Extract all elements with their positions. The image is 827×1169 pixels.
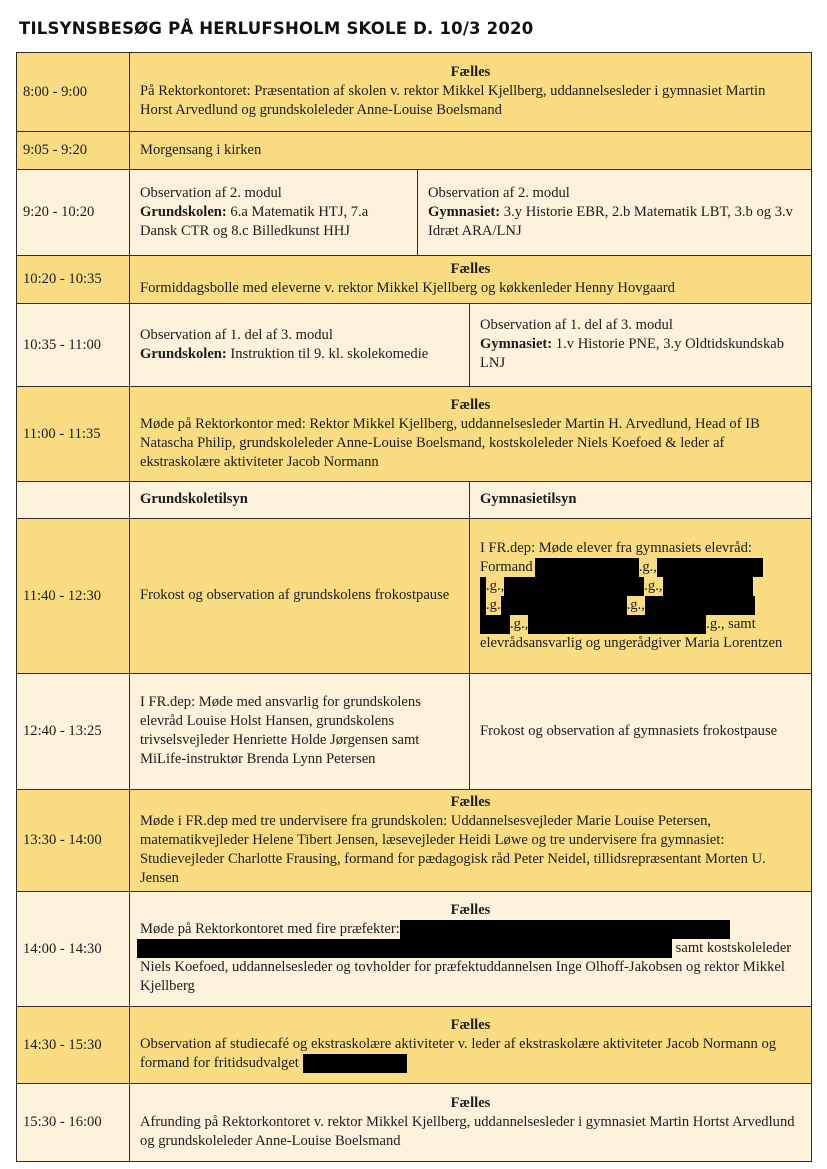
time-cell: 9:20 - 10:20 [17, 170, 130, 256]
time-cell: 10:35 - 11:00 [17, 304, 130, 387]
time-cell: 8:00 - 9:00 [17, 53, 130, 132]
activity-text: Morgensang i kirken [130, 132, 812, 170]
activity-text: samt kostskoleleder Niels Koefoed, uddannelsesleder og tovholder for præfektuddannelsen Inge Olhoff-Jakobsen og rektor Mikkel Kjellberg [140, 940, 792, 994]
redaction-block [504, 577, 644, 596]
time-cell: 10:20 - 10:35 [17, 256, 130, 304]
section-header: Fælles [450, 902, 491, 918]
row-1140 [17, 519, 812, 674]
row-1020 [17, 256, 812, 304]
section-header: Fælles [450, 261, 491, 277]
row-1530 [17, 1084, 812, 1162]
time-cell: 11:00 - 11:35 [17, 387, 130, 482]
school-label: Grundskolen: [140, 203, 227, 220]
redacted-line-2 [480, 577, 811, 596]
row-tilsyn-headers [17, 482, 812, 519]
cell-line: Observation af 1. del af 3. modul [140, 326, 333, 343]
gymnasie-cell [470, 519, 812, 674]
school-label: Gymnasiet: [428, 203, 501, 220]
samt-text: .g., samt [706, 615, 756, 632]
gymnasie-cell [418, 170, 812, 256]
formand-label: Formand [480, 558, 533, 575]
grundskole-cell [130, 304, 470, 387]
school-label: Grundskolen: [140, 345, 227, 362]
activity-cell [130, 1084, 812, 1162]
redaction-block [303, 1054, 407, 1073]
section-header: Fælles [450, 1094, 491, 1111]
grade-suffix: .g. [486, 596, 501, 613]
activity-cell [130, 790, 812, 892]
grade-suffix: .g., [638, 558, 657, 575]
document-title: TILSYNSBESØG PÅ HERLUFSHOLM SKOLE D. 10/3 2020 [19, 19, 534, 38]
time-cell: 14:00 - 14:30 [17, 892, 130, 1007]
row-1100 [17, 387, 812, 482]
redaction-block [535, 558, 639, 577]
activity-text: Formiddagsbolle med eleverne v. rektor Mikkel Kjellberg og køkkenleder Henny Hovgaard [140, 280, 675, 296]
grade-suffix: .g., [486, 577, 505, 594]
time-cell: 14:30 - 15:30 [17, 1007, 130, 1084]
time-cell: 15:30 - 16:00 [17, 1084, 130, 1162]
schedule-table [16, 52, 812, 1162]
grundskoletilsyn-header: Grundskoletilsyn [130, 482, 470, 519]
grade-suffix: .g., [644, 577, 663, 594]
section-header: Fælles [450, 1017, 491, 1033]
time-cell: 13:30 - 14:00 [17, 790, 130, 892]
redaction-block [400, 920, 730, 939]
cell-line: I FR.dep: Møde elever fra gymnasiets elevråd: [480, 539, 752, 556]
cell-line: Observation af 2. modul [428, 184, 570, 201]
redaction-block [657, 558, 763, 577]
row-0800 [17, 53, 812, 132]
activity-cell [130, 1007, 812, 1084]
redaction-block [480, 615, 510, 634]
redacted-line-4 [480, 615, 811, 634]
school-label: Gymnasiet: [480, 336, 553, 352]
grundskole-cell: I FR.dep: Møde med ansvarlig for grundskolens elevråd Louise Holst Hansen, grundskolens trivselsvejleder Henriette Holde Jørgensen samt MiLife-instruktør Brenda Lynn Petersen [130, 674, 470, 790]
activity-cell [130, 53, 812, 132]
redaction-block [645, 596, 755, 615]
row-1035 [17, 304, 812, 387]
row-1240 [17, 674, 812, 790]
cell-text: 3.y Historie EBR, 2.b Matematik LBT, 3.b og 3.v Idræt ARA/LNJ [428, 203, 793, 239]
gymnasietilsyn-header: Gymnasietilsyn [470, 482, 812, 519]
cell-text: 6.a Matematik HTJ, 7.a Dansk CTR og 8.c Billedkunst HHJ [140, 203, 369, 239]
activity-text: Afrunding på Rektorkontoret v. rektor Mikkel Kjellberg, uddannelsesleder i gymnasiet Martin Hortst Arvedlund og grundskoleleder Anne-Louise Boelsmand [140, 1113, 795, 1149]
activity-text: På Rektorkontoret: Præsentation af skolen v. rektor Mikkel Kjellberg, uddannelsesleder i gymnasiet Martin Horst Arvedlund og grundskoleleder Anne-Louise Boelsmand [140, 83, 766, 118]
activity-cell [130, 256, 812, 304]
gymnasie-cell: Frokost og observation af gymnasiets frokostpause [470, 674, 812, 790]
row-1430 [17, 1007, 812, 1084]
activity-text: Observation af studiecafé og ekstraskolære aktiviteter v. leder af ekstraskolære aktiviteter Jacob Normann og formand for fritidsudvalget [140, 1036, 777, 1071]
section-header: Fælles [450, 396, 491, 413]
cell-text: Instruktion til 9. kl. skolekomedie [226, 345, 429, 362]
cell-text: 1.v Historie PNE, 3.y Oldtidskundskab LNJ [480, 336, 785, 371]
cell-text: elevrådsansvarlig og ungerådgiver Maria Lorentzen [480, 634, 783, 651]
activity-cell [130, 387, 812, 482]
section-header: Fælles [450, 793, 491, 810]
cell-line: Observation af 2. modul [140, 184, 282, 201]
grade-suffix: .g., [510, 615, 529, 632]
row-0905 [17, 132, 812, 170]
redacted-line-3 [480, 596, 811, 615]
activity-text: Møde i FR.dep med tre undervisere fra grundskolen: Uddannelsesvejleder Marie Louise Petersen, matematikvejleder Helene Tibert Jensen, læsevejleder Heidi Løwe og tre undervisere fra gymnasiet: Studievejleder Charlotte Frausing, formand for pædagogisk råd Peter Neidel, tillidsrepræsentant Morten U. Jensen [140, 812, 766, 886]
grundskole-cell: Frokost og observation af grundskolens frokostpause [130, 519, 470, 674]
section-header: Fælles [450, 64, 491, 80]
redaction-block [528, 615, 706, 634]
time-cell: 9:05 - 9:20 [17, 132, 130, 170]
row-1330 [17, 790, 812, 892]
redacted-line-1 [480, 558, 811, 577]
activity-lead: Møde på Rektorkontoret med fire præfekter: [140, 921, 400, 937]
gymnasie-cell [470, 304, 812, 387]
activity-cell [130, 892, 812, 1007]
redaction-block [663, 577, 753, 596]
activity-text: Møde på Rektorkontor med: Rektor Mikkel Kjellberg, uddannelsesleder Martin H. Arvedlund, Head of IB Natascha Philip, grundskoleleder Anne-Louise Boelsmand, kostskoleleder Niels Koefoed & leder af ekstraskolære aktiviteter Jacob Normann [140, 415, 760, 470]
row-0920 [17, 170, 812, 256]
redaction-block [501, 596, 627, 615]
grundskole-cell [130, 170, 418, 256]
time-cell: 12:40 - 13:25 [17, 674, 130, 790]
row-1400 [17, 892, 812, 1007]
time-cell: 11:40 - 12:30 [17, 519, 130, 674]
grade-suffix: .g., [626, 596, 645, 613]
redaction-block [137, 939, 672, 958]
empty-time-cell [17, 482, 130, 519]
cell-line: Observation af 1. del af 3. modul [480, 317, 673, 333]
